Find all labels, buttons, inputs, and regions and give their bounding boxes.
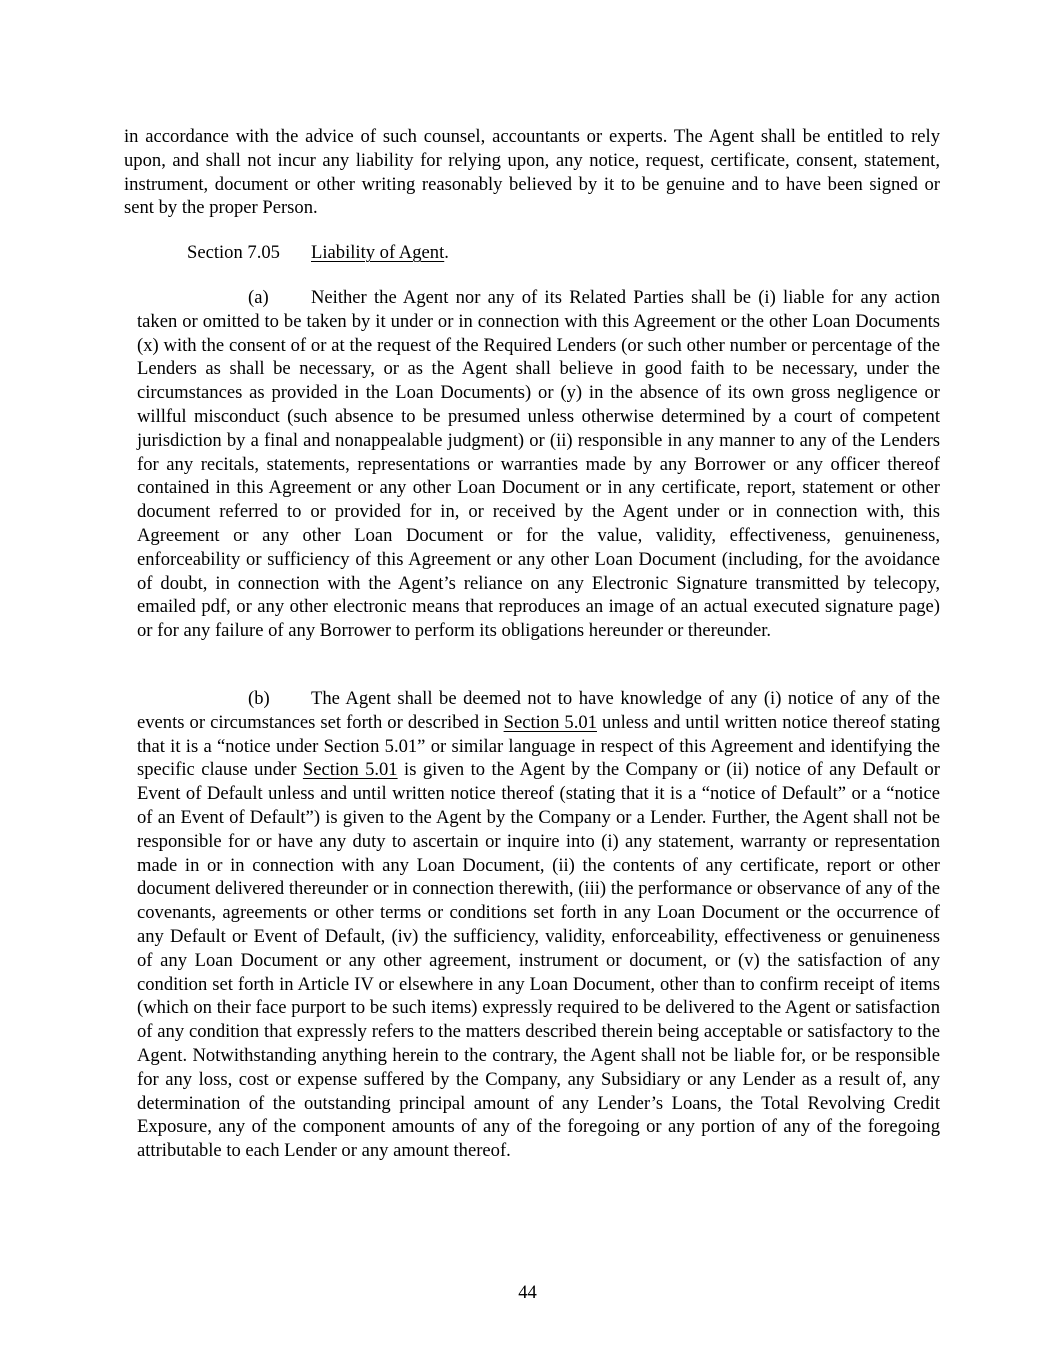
section-number: Section 7.05 bbox=[187, 242, 280, 263]
page-number: 44 bbox=[518, 1282, 537, 1303]
section-reference-link: Section 5.01 bbox=[302, 759, 398, 781]
intro-paragraph: in accordance with the advice of such counsel, accountants or experts. The Agent shall be entitled to rely upon, and shall not incur any liability for relying upon, any notice, request, certificate, consent, statement, instrument, document or other writing reasonably believed by it to be genuine and to have been signed or sent by the proper Person. bbox=[124, 126, 940, 219]
paragraph-a-label: (a) bbox=[248, 287, 269, 308]
paragraph-b-label: (b) bbox=[248, 688, 270, 709]
section-title-suffix: . bbox=[444, 242, 449, 263]
paragraph-a-text: Neither the Agent nor any of its Related Parties shall be (i) liable for any action taken or omitted to be taken by it under or in connection with this Agreement or the other Loan Documents (x) with the consent of or at the request of the Required Lenders (or such other number or percentage of the Lenders as shall be necessary, or as the Agent shall believe in good faith to be necessary, under the circumstances as provided in the Loan Documents) or (y) in the absence of its own gross negligence or willful misconduct (such absence to be presumed unless otherwise determined by a court of competent jurisdiction by a final and nonappealable judgment) or (ii) responsible in any manner to any of the Lenders for any recitals, statements, representations or warranties made by any Borrower or any officer thereof contained in this Agreement or any other Loan Document or in any certificate, report, statement or other document referred to or provided for in, or received by the Agent under or in connection with, this Agreement or any other Loan Document or for the value, validity, effectiveness, genuineness, enforceability or sufficiency of this Agreement or any other Loan Document (including, for the avoidance of doubt, in connection with the Agent’s reliance on any Electronic Signature transmitted by telecopy, emailed pdf, or any other electronic means that reproduces an image of an actual executed signature page) or for any failure of any Borrower to perform its obligations hereunder or thereunder. bbox=[137, 287, 940, 642]
paragraph-a bbox=[137, 286, 940, 643]
paragraph-b bbox=[137, 687, 940, 1163]
paragraph-b-text-3: is given to the Agent by the Company or (ii) notice of any Default or Event of Default unless and until written notice thereof (stating that it is a “notice of Default” or a “notice of an Event of Default”) is given to the Agent by the Company or a Lender. Further, the Agent shall not be responsible for or have any duty to ascertain or inquire into (i) any statement, warranty or representation made in or in connection with any Loan Document, (ii) the contents of any certificate, report or other document delivered thereunder or in connection therewith, (iii) the performance or observance of any of the covenants, agreements or other terms or conditions set forth in any Loan Document or the occurrence of any Default or Event of Default, (iv) the sufficiency, validity, enforceability, effectiveness or genuineness of any Loan Document or any other agreement, instrument or document, or (v) the satisfaction of any condition set forth in Article IV or elsewhere in any Loan Document, other than to confirm receipt of items (which on their face purport to be such items) expressly required to be delivered to the Agent or satisfaction of any condition that expressly refers to the matters described therein being acceptable or satisfactory to the Agent. Notwithstanding anything herein to the contrary, the Agent shall not be liable for, or be responsible for any loss, cost or expense suffered by the Company, any Subsidiary or any Lender as a result of, any determination of the outstanding principal amount of any Lender’s Loans, the Total Revolving Credit Exposure, any of the component amounts of any of the foregoing or any portion of any of the foregoing attributable to each Lender or any amount thereof. bbox=[137, 759, 941, 1162]
section-reference-link: Section 5.01 bbox=[503, 711, 597, 733]
paragraph-b-text-2: unless and until written notice thereof stating that it is a “notice under Section 5.01” or similar language in respect of this Agreement and identifying the specific clause under bbox=[137, 711, 940, 781]
section-heading bbox=[187, 241, 449, 265]
section-title: Liability of Agent bbox=[311, 242, 445, 263]
paragraph-b-text-1: The Agent shall be deemed not to have knowledge of any (i) notice of any of the events or circumstances set forth or described in bbox=[137, 688, 940, 733]
